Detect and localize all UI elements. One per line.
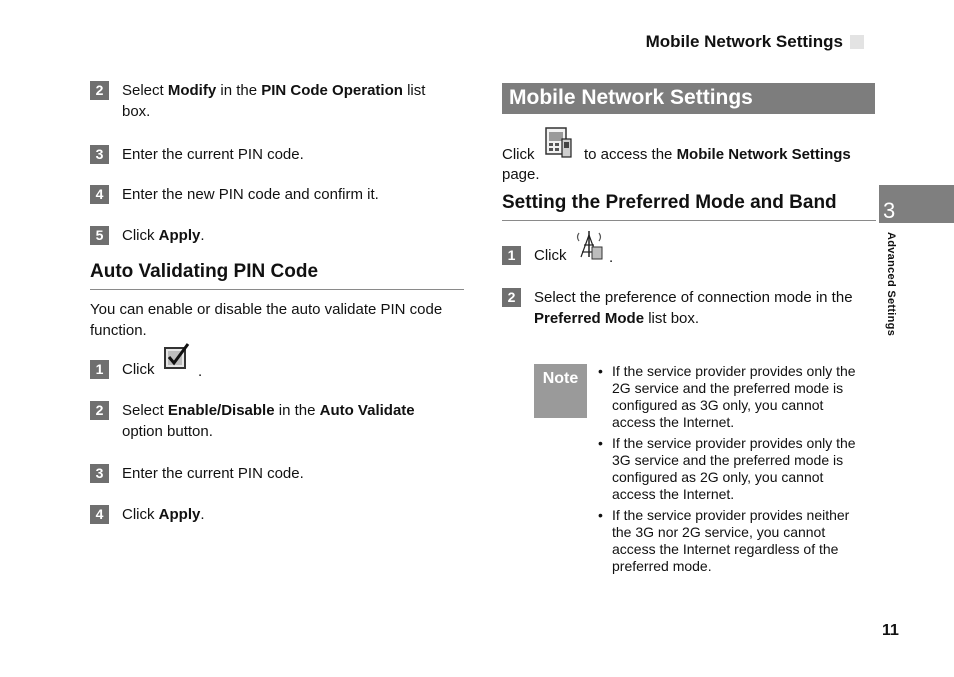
text-run: .	[200, 506, 205, 523]
note-bullet	[598, 363, 880, 431]
chapter-number: 3	[883, 198, 896, 223]
text-run: If the service provider provides neither	[612, 507, 850, 523]
intro-text-line2: page.	[502, 166, 540, 183]
note-label: Note	[534, 364, 587, 418]
step-text-after: .	[198, 363, 203, 380]
text-run: list	[402, 82, 426, 99]
text-run: If the service provider provides only the	[612, 363, 856, 379]
section-rule	[502, 220, 876, 221]
step-text: Click	[122, 361, 155, 378]
auto-validate-checkbox-icon[interactable]	[163, 342, 191, 372]
text-run: If the service provider provides only the	[612, 435, 856, 451]
text-run: Select	[122, 402, 168, 419]
section-heading: Setting the Preferred Mode and Band	[502, 192, 837, 213]
step-text	[122, 504, 205, 525]
ui-term: Enable/Disable	[167, 402, 275, 419]
section-intro	[90, 299, 470, 341]
step-text-after: .	[609, 249, 614, 266]
step-number: 1	[90, 360, 109, 379]
text-run: Select the preference of connection mode in the	[534, 289, 853, 306]
step-text: Enter the current PIN code.	[122, 465, 304, 482]
step-text	[122, 400, 415, 442]
step-number: 5	[90, 226, 109, 245]
ui-term: Apply	[158, 506, 201, 523]
text-run: function.	[90, 322, 147, 339]
text-run: configured as 2G only, you cannot	[612, 469, 824, 485]
text-run: Select	[122, 82, 168, 99]
text-run: Click	[122, 227, 159, 244]
intro-text	[584, 144, 851, 165]
section-rule	[90, 289, 464, 290]
text-run: configured as 3G only, you cannot	[612, 397, 824, 413]
text-run: list box.	[644, 310, 700, 327]
ui-term: Auto Validate	[319, 402, 415, 419]
text-run: access the Internet.	[612, 486, 735, 502]
step-number: 4	[90, 505, 109, 524]
note-bullet	[598, 435, 880, 503]
text-run: preferred mode.	[612, 558, 712, 574]
text-run: access the Internet regardless of the	[612, 541, 839, 557]
step-number: 3	[90, 145, 109, 164]
step-number: 2	[502, 288, 521, 307]
step-number: 1	[502, 246, 521, 265]
text-run: in the	[216, 82, 262, 99]
step-number: 2	[90, 401, 109, 420]
step-number: 3	[90, 464, 109, 483]
text-run: the 3G nor 2G service, you cannot	[612, 524, 826, 540]
text-run: 3G service and the preferred mode is	[612, 452, 844, 468]
step-text: Enter the new PIN code and confirm it.	[122, 186, 379, 203]
step-number: 2	[90, 81, 109, 100]
text-run: Click	[122, 506, 159, 523]
section-banner: Mobile Network Settings	[502, 83, 875, 114]
text-run: You can enable or disable the auto validate PIN code	[90, 301, 443, 318]
bullet-dot: •	[598, 435, 603, 451]
step-text	[534, 287, 853, 329]
text-run: box.	[122, 103, 151, 120]
step-text: Enter the current PIN code.	[122, 146, 304, 163]
section-heading: Auto Validating PIN Code	[90, 261, 319, 282]
text-run: to access the	[584, 146, 677, 163]
note-bullets	[598, 363, 880, 579]
step-number: 4	[90, 185, 109, 204]
intro-click-text: Click	[502, 146, 535, 163]
step-text	[122, 80, 425, 122]
note-bullet	[598, 507, 880, 575]
bullet-dot: •	[598, 507, 603, 523]
step-text	[122, 225, 205, 246]
preferred-mode-antenna-icon[interactable]	[574, 227, 604, 261]
header-marker	[850, 35, 864, 49]
ui-term: Mobile Network Settings	[676, 146, 851, 163]
chapter-label: Advanced Settings	[885, 232, 897, 337]
step-text: Click	[534, 247, 567, 264]
text-run: in the	[274, 402, 320, 419]
ui-term: Preferred Mode	[534, 310, 645, 327]
ui-term: Modify	[167, 82, 217, 99]
mobile-network-settings-icon[interactable]	[542, 125, 574, 161]
page-number: 11	[882, 622, 899, 639]
ui-term: PIN Code Operation	[261, 82, 403, 99]
text-run: 2G service and the preferred mode is	[612, 380, 844, 396]
text-run: option button.	[122, 423, 213, 440]
page-header-title: Mobile Network Settings	[645, 32, 843, 51]
bullet-dot: •	[598, 363, 603, 379]
text-run: access the Internet.	[612, 414, 735, 430]
text-run: .	[200, 227, 205, 244]
ui-term: Apply	[158, 227, 201, 244]
